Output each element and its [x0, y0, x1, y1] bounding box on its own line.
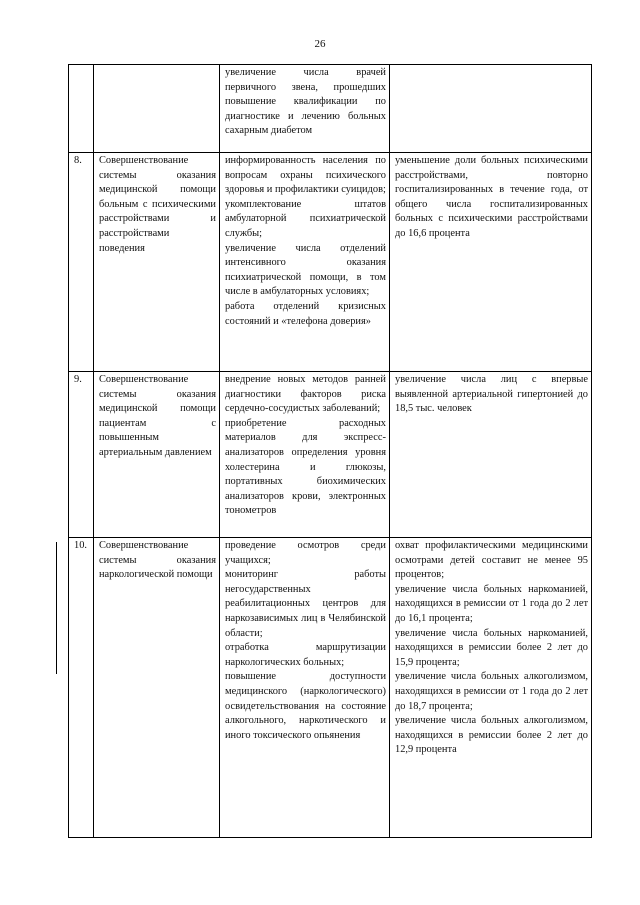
row-measures: [220, 538, 390, 838]
title-item: Совершенствование системы оказания медицинской помощи пациентам с повышенным артериальным давлением: [99, 374, 216, 458]
row-number: 8.: [69, 153, 94, 372]
table-row: [69, 538, 592, 838]
row-measures: [220, 65, 390, 153]
row-results: [390, 65, 592, 153]
row-title: [94, 538, 220, 838]
row-results: [390, 538, 592, 838]
table-row: [69, 153, 592, 372]
measures-table: [68, 64, 592, 838]
row-number: 9.: [69, 372, 94, 538]
result-item: охват профилактическими медицинскими осмотрами детей составит не менее 95 процентов;: [395, 540, 588, 581]
title-item: Совершенствование системы оказания медицинской помощи больным с психическими расстройствами и расстройствами поведения: [99, 155, 216, 254]
margin-mark: [56, 542, 57, 674]
result-item: увеличение числа больных алкоголизмом, находящихся в ремиссии более 2 лет до 12,9 процента: [395, 715, 588, 756]
measure-item: мониторинг работы негосударственных реабилитационных центров для наркозависимых лиц в Челябинской области;: [225, 569, 386, 639]
result-item: увеличение числа лиц с впервые выявленной артериальной гипертонией до 18,5 тыс. человек: [395, 374, 588, 415]
result-item: увеличение числа больных наркоманией, находящихся в ремиссии более 2 лет до 15,9 процента;: [395, 627, 588, 668]
row-title: [94, 65, 220, 153]
measure-item: повышение доступности медицинского (наркологического) освидетельствования на состояние алкогольного, наркотического и иного токсического опьянения: [225, 671, 386, 741]
row-title: [94, 372, 220, 538]
row-results: [390, 372, 592, 538]
result-item: увеличение числа больных наркоманией, находящихся в ремиссии от 1 года до 2 лет до 16,1 процента;: [395, 583, 588, 624]
measure-item: увеличение числа отделений интенсивного оказания психиатрической помощи, в том числе в амбулаторных условиях;: [225, 242, 386, 298]
measure-item: проведение осмотров среди учащихся;: [225, 540, 386, 566]
measure-item: приобретение расходных материалов для экспресс-анализаторов определения уровня холестерина и глюкозы, портативных биохимических анализаторов крови, электронных тонометров: [225, 417, 386, 517]
measure-item: увеличение числа врачей первичного звена, прошедших повышение квалификации по диагностике и лечению больных сахарным диабетом: [225, 67, 386, 137]
row-title: [94, 153, 220, 372]
row-measures: [220, 372, 390, 538]
row-number: 10.: [69, 538, 94, 838]
result-item: уменьшение доли больных психическими расстройствами, повторно госпитализированных в течение года, от общего числа госпитализированных больных с психическими расстройствами до 16,6 процента: [395, 155, 588, 239]
measure-item: укомплектование штатов амбулаторной психиатрической службы;: [225, 198, 386, 239]
row-results: [390, 153, 592, 372]
measure-item: отработка маршрутизации наркологических больных;: [225, 642, 386, 668]
result-item: увеличение числа больных алкоголизмом, находящихся в ремиссии от 1 года до 2 лет до 18,7 процента;: [395, 671, 588, 712]
table-row: [69, 372, 592, 538]
measure-item: внедрение новых методов ранней диагностики факторов риска сердечно-сосудистых заболеваний;: [225, 374, 386, 415]
table-row: [69, 65, 592, 153]
row-measures: [220, 153, 390, 372]
measure-item: работа отделений кризисных состояний и «телефона доверия»: [225, 300, 386, 327]
measure-item: информированность населения по вопросам охраны психического здоровья и профилактики суицидов;: [225, 155, 386, 196]
row-number: [69, 65, 94, 153]
page-number: 26: [314, 38, 326, 50]
title-item: Совершенствование системы оказания наркологической помощи: [99, 540, 216, 581]
